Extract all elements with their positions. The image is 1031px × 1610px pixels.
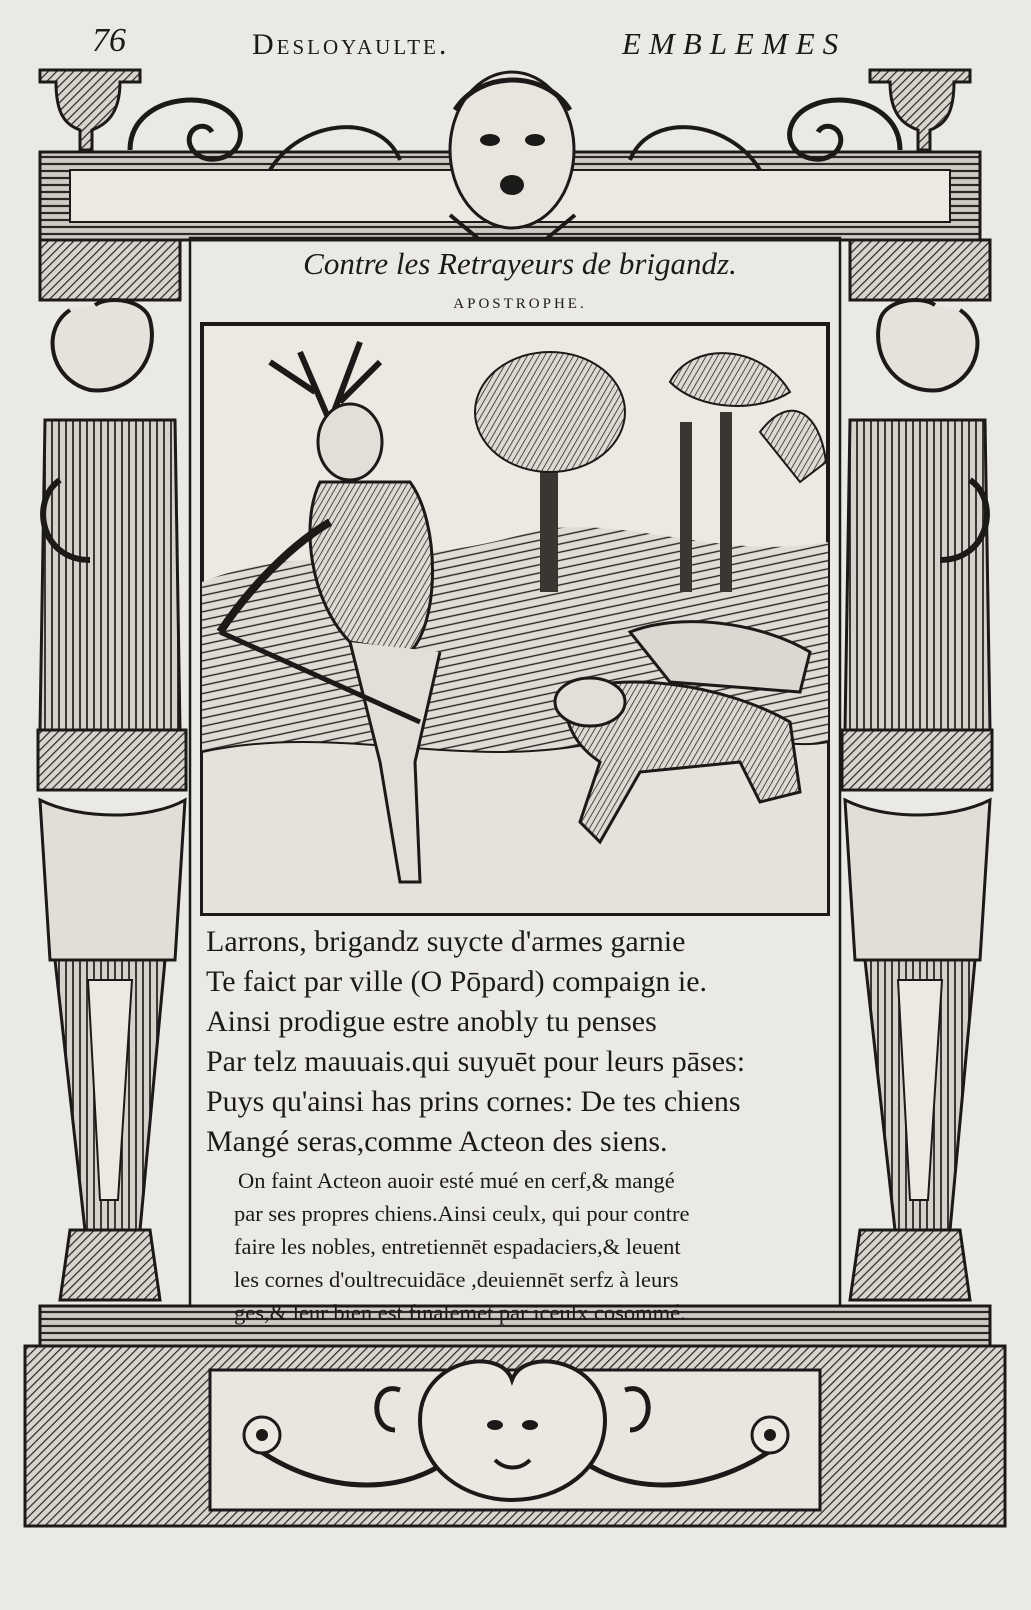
- bottom-plinth: [25, 1306, 1005, 1526]
- woodcut-illustration: [200, 322, 830, 916]
- commentary-line: gēs,& leur bien est finalemēt par iceulx cōsommé.: [234, 1300, 686, 1325]
- commentary-line: les cornes d'oultrecuidāce ,deuiennēt serfz à leurs: [234, 1267, 679, 1292]
- emblem-verse: [206, 922, 846, 1162]
- left-caryatid: [38, 240, 186, 1300]
- commentary-line: par ses propres chiens.Ainsi ceulx, qui pour contre: [234, 1201, 690, 1226]
- top-cornice: [40, 70, 980, 240]
- emblem-title: Contre les Retrayeurs de brigandz.: [303, 246, 737, 281]
- running-head-left: Desloyaulte.: [252, 28, 450, 61]
- verse-line: Ainsi prodigue estre anobly tu penses: [206, 1005, 657, 1038]
- verse-line: Larrons, brigandz suycte d'armes garnie: [206, 925, 686, 958]
- emblem-genre: APOSTROPHE.: [453, 296, 587, 312]
- emblem-commentary: [234, 1164, 824, 1329]
- page-number: 76: [92, 22, 126, 59]
- verse-line: Puys qu'ainsi has prins cornes: De tes chiens: [206, 1085, 741, 1118]
- commentary-line: faire les nobles, entretiennēt espadaciers,& leuent: [234, 1234, 681, 1259]
- verse-line: Mangé seras,comme Acteon des siens.: [206, 1125, 668, 1158]
- verse-line: Par telz mauuais.qui suyuēt pour leurs pāses:: [206, 1045, 746, 1078]
- verse-line: Te faict par ville (O Pōpard) compaign ie.: [206, 965, 708, 998]
- commentary-line: On faint Acteon auoir esté mué en cerf,& mangé: [238, 1168, 675, 1193]
- right-caryatid: [842, 240, 992, 1300]
- running-head-right: EMBLEMES: [622, 26, 847, 61]
